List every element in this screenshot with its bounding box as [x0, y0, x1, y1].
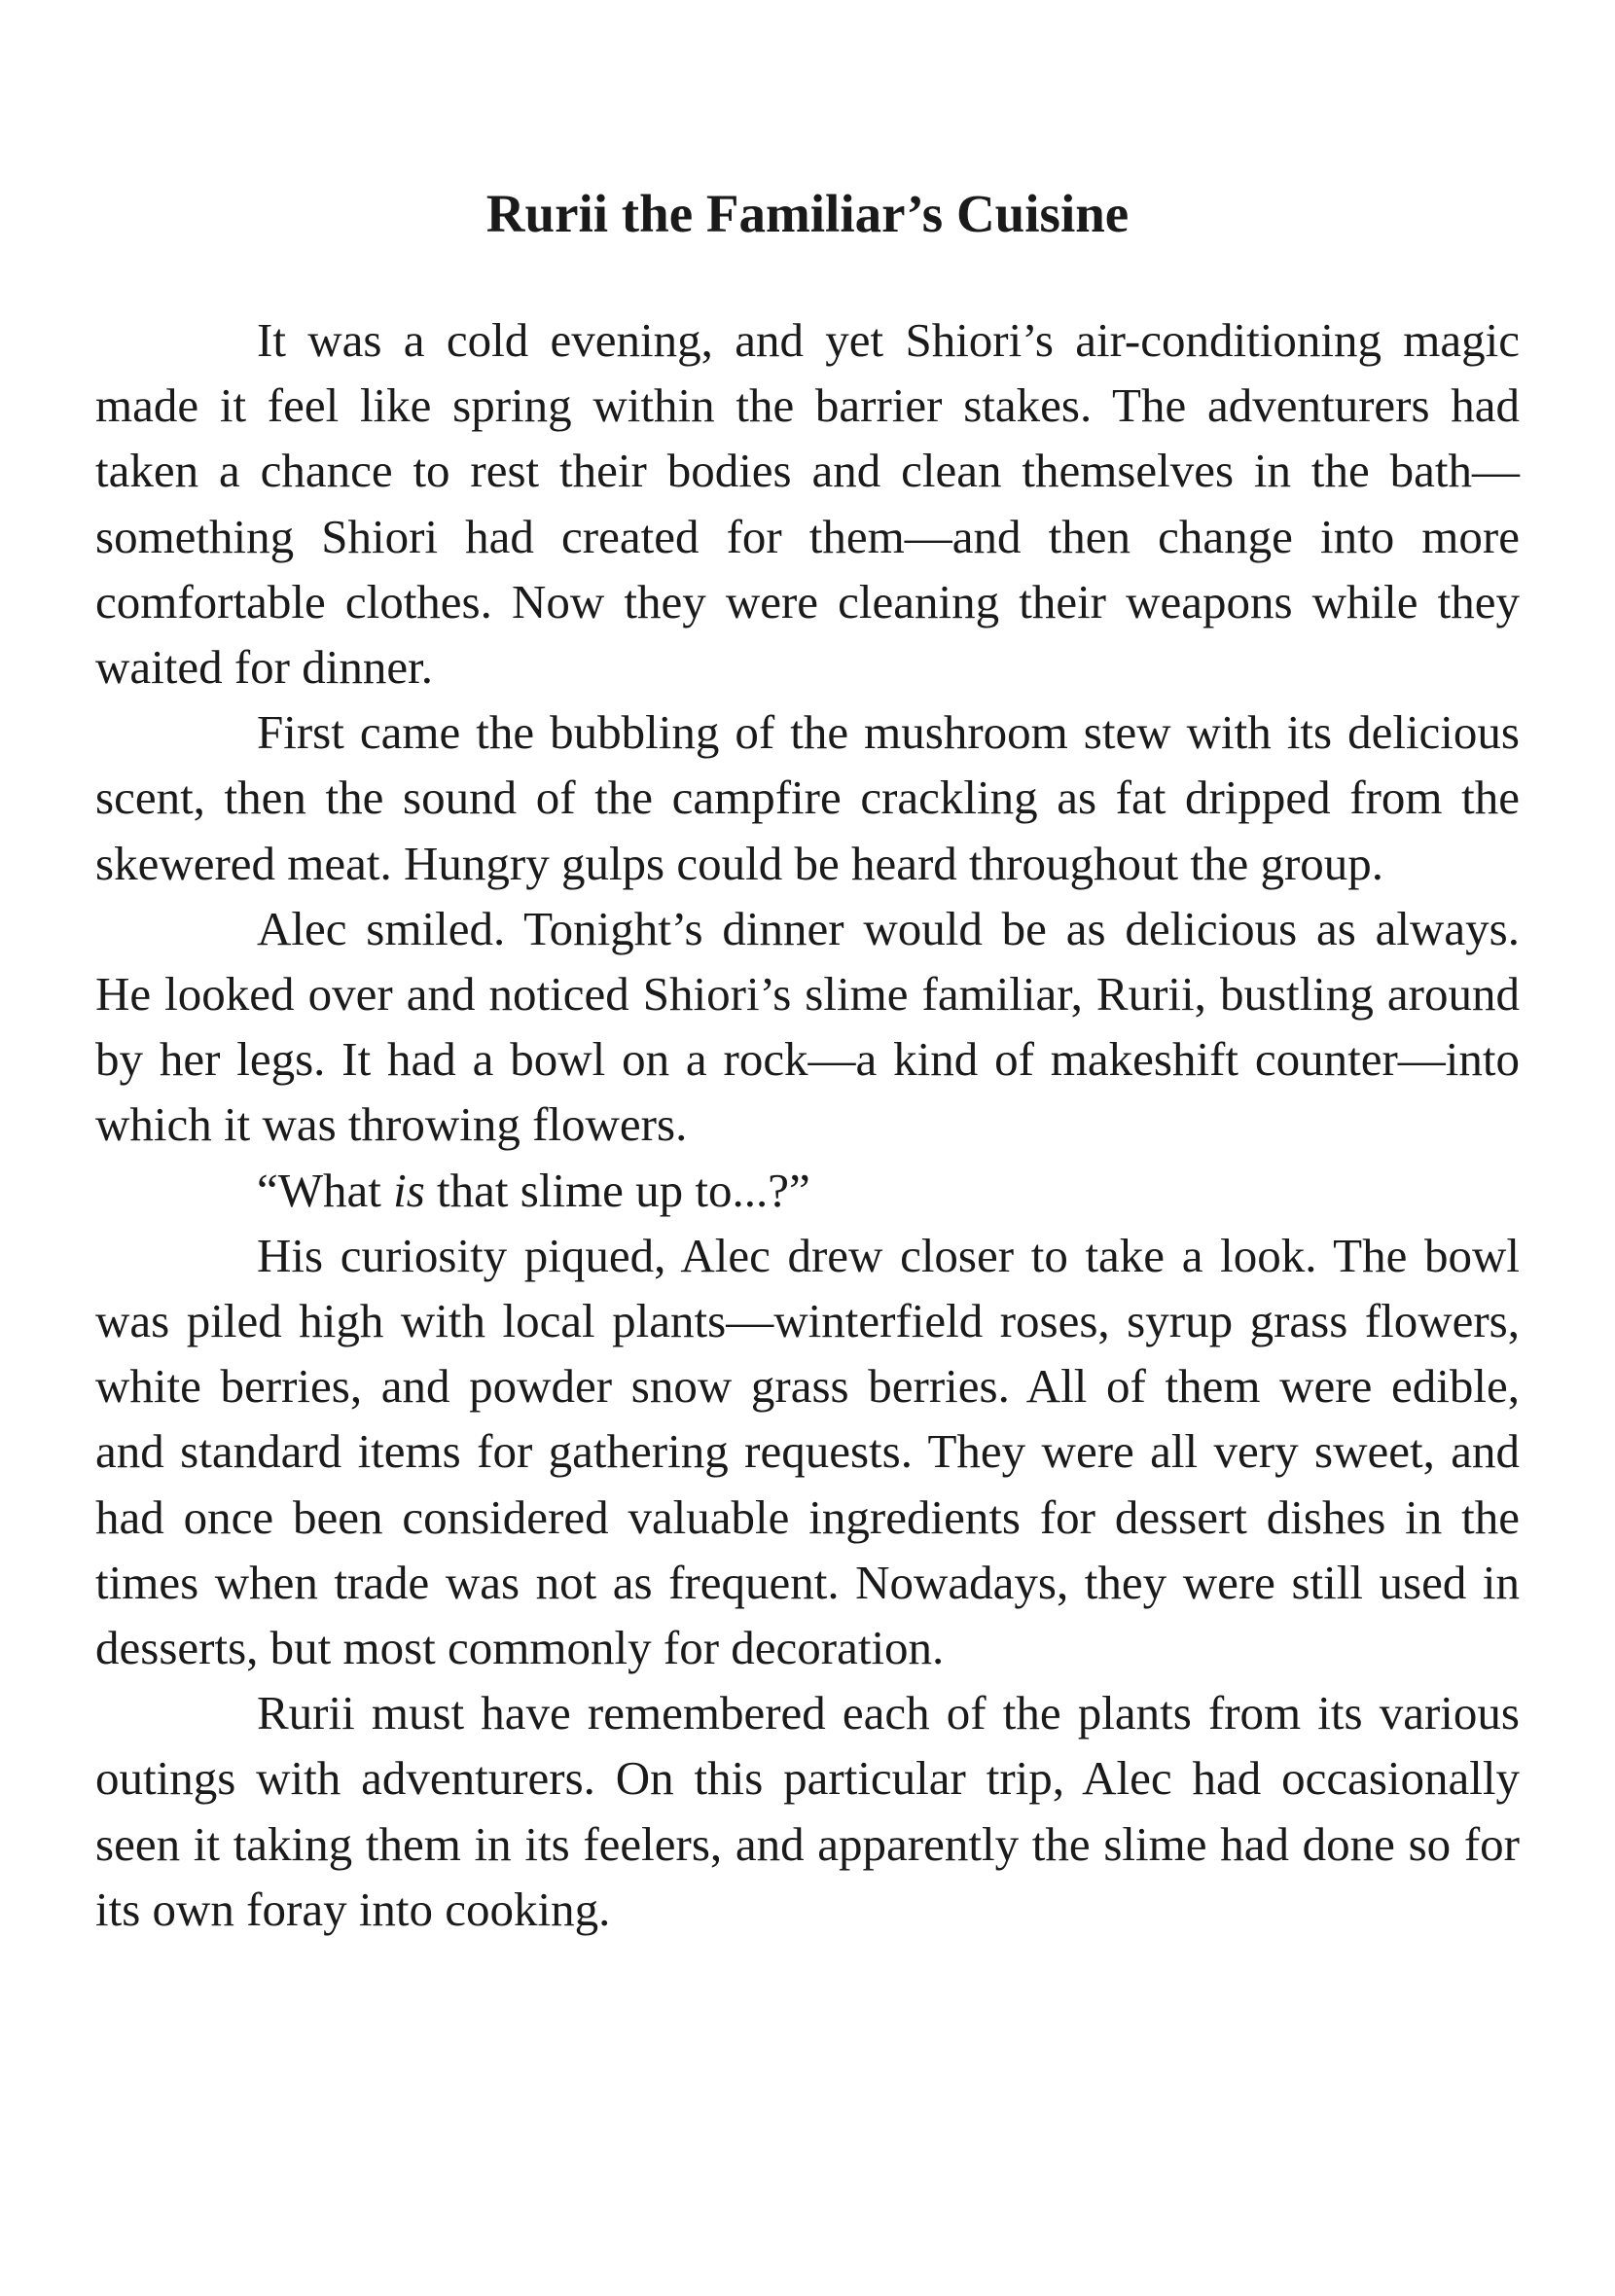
paragraph: His curiosity piqued, Alec drew closer to take a look. The bowl was piled high with local plants—winterfield roses, syrup grass flowers, white berries, and powder snow grass berries. All of them were edible, and standard items for gathering requests. They were all very sweet, and had once been considered valuable ingredients for dessert dishes in the times when trade was not as frequent. Nowadays, they were still used in desserts, but most commonly for decoration. — [95, 1228, 1520, 1675]
dialogue-text: “What — [257, 1163, 394, 1217]
paragraph: Rurii must have remembered each of the plants from its various outings with adventurers. On this particular trip, Alec had occasionally seen it taking them in its feelers, and apparently the slime had done so for its own foray into cooking. — [95, 1686, 1520, 1936]
chapter-title: Rurii the Familiar’s Cuisine — [485, 184, 1130, 243]
paragraph: Alec smiled. Tonight’s dinner would be as delicious as always. He looked over and noticed Shiori’s slime familiar, Rurii, bustling around by her legs. It had a bowl on a rock—a kind of makeshift counter—into which it was throwing flowers. — [95, 901, 1520, 1152]
emphasized-word: is — [393, 1163, 425, 1217]
paragraph: It was a cold evening, and yet Shiori’s air-conditioning magic made it feel like spring within the barrier stakes. The adventurers had taken a chance to rest their bodies and clean themselves in the bath—something Shiori had created for them—and then change into more comfortable clothes. Now they were cleaning their weapons while they waited for dinner. — [95, 313, 1520, 695]
dialogue-line — [95, 1158, 1520, 1223]
book-page — [95, 180, 1520, 1942]
dialogue-text: that slime up to...?” — [424, 1163, 810, 1217]
paragraph: First came the bubbling of the mushroom stew with its delicious scent, then the sound of the campfire crackling as fat dripped from the skewered meat. Hungry gulps could be heard throughout the group. — [95, 705, 1520, 890]
chapter-body — [95, 307, 1520, 1942]
